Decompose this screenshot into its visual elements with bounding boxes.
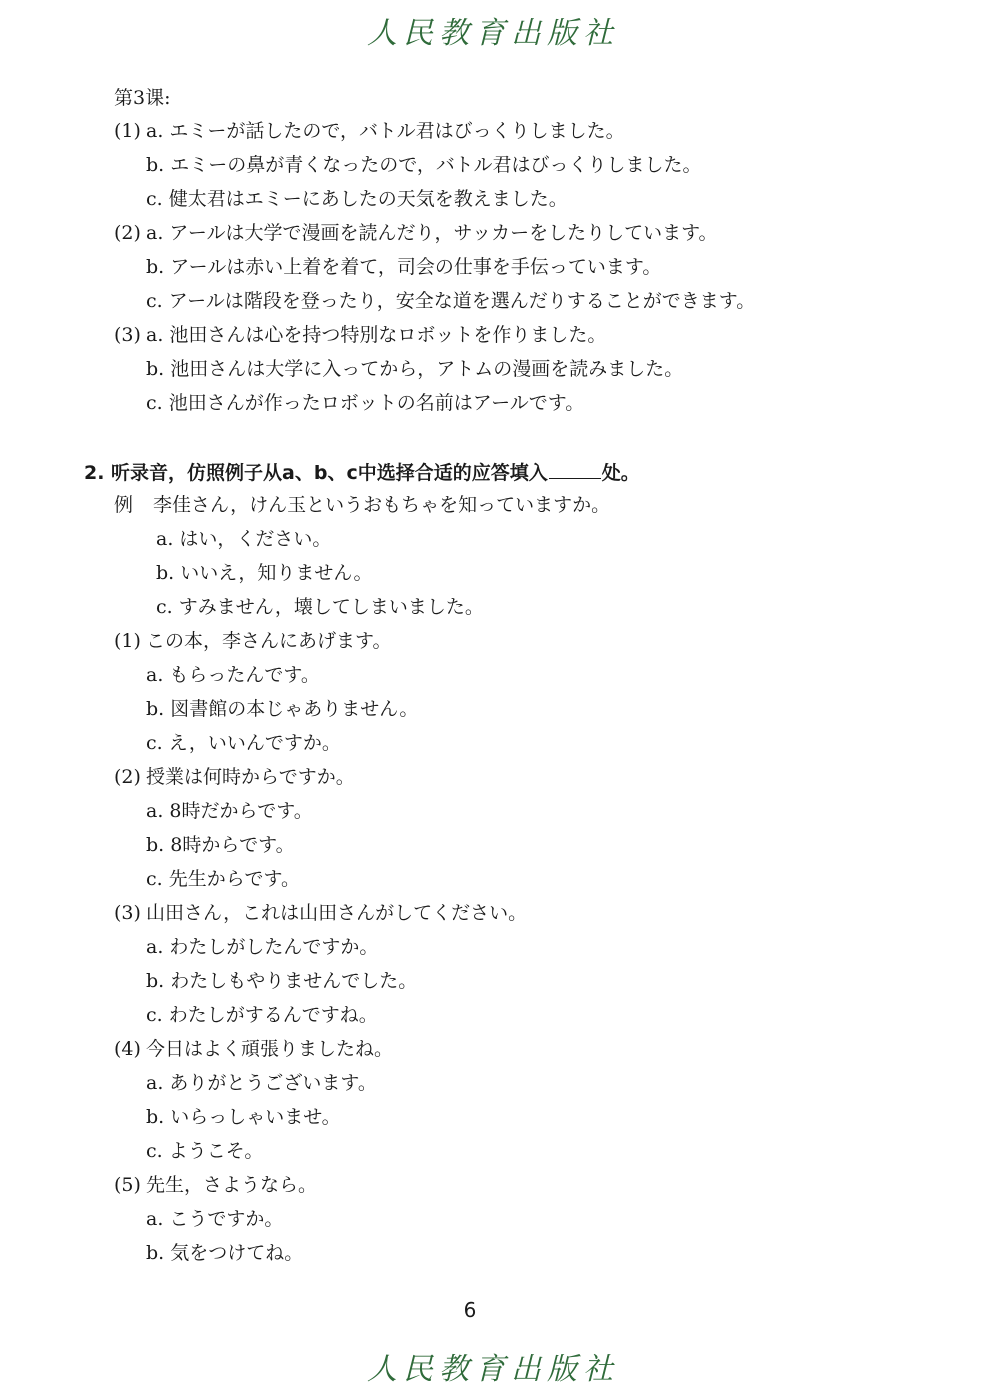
example-option-a: a. はい，ください。	[156, 528, 332, 550]
question-5-num: (5)	[114, 1174, 141, 1196]
lesson-item-2-b: b. アールは赤い上着を着て，司会の仕事を手伝っています。	[146, 256, 662, 278]
example-option-c: c. すみません，壊してしまいました。	[156, 596, 484, 618]
question-3-option-c: c. わたしがするんですね。	[146, 1004, 378, 1026]
question-2-option-b: b. 8時からです。	[146, 834, 295, 856]
section-2-heading-text: 2. 听录音，仿照例子从a、b、c中选择合适的应答填入	[84, 462, 548, 484]
question-4-option-c: c. ようこそ。	[146, 1140, 264, 1162]
question-2-num: (2)	[114, 766, 141, 788]
example-option-b: b. いいえ，知りません。	[156, 562, 373, 584]
example-label: 例	[114, 494, 134, 516]
section-2-heading	[84, 460, 640, 485]
question-5-option-b: b. 気をつけてね。	[146, 1242, 304, 1264]
question-3-option-a: a. わたしがしたんですか。	[146, 936, 379, 958]
question-4-option-a: a. ありがとうございます。	[146, 1072, 377, 1094]
example-prompt: 李佳さん，けん玉というおもちゃを知っていますか。	[153, 494, 611, 516]
question-5-prompt: 先生，さようなら。	[146, 1174, 318, 1196]
question-2-prompt: 授業は何時からですか。	[146, 766, 355, 788]
question-1-prompt: この本，李さんにあげます。	[146, 630, 392, 652]
question-1-option-b: b. 図書館の本じゃありません。	[146, 698, 419, 720]
question-4-prompt: 今日はよく頑張りましたね。	[146, 1038, 394, 1060]
question-4-option-b: b. いらっしゃいませ。	[146, 1106, 341, 1128]
lesson-item-1-b: b. エミーの鼻が青くなったので，バトル君はびっくりしました。	[146, 154, 702, 176]
question-3-option-b: b. わたしもやりませんでした。	[146, 970, 418, 992]
lesson-item-1-a: a. エミーが話したので，バトル君はびっくりしました。	[146, 120, 625, 142]
question-3-num: (3)	[114, 902, 141, 924]
question-2-option-c: c. 先生からです。	[146, 868, 301, 890]
lesson-label: 第3课:	[114, 87, 171, 109]
question-1-option-a: a. もらったんです。	[146, 664, 320, 686]
publisher-logo-top: 人民教育出版社	[367, 16, 619, 51]
lesson-item-2-c: c. アールは階段を登ったり，安全な道を選んだりすることができます。	[146, 290, 756, 312]
lesson-item-3-c: c. 池田さんが作ったロボットの名前はアールです。	[146, 392, 585, 414]
question-1-option-c: c. え，いいんですか。	[146, 732, 341, 754]
lesson-item-2-a: a. アールは大学で漫画を読んだり，サッカーをしたりしています。	[146, 222, 718, 244]
question-2-option-a: a. 8時だからです。	[146, 800, 313, 822]
publisher-logo-bottom: 人民教育出版社	[367, 1352, 619, 1387]
question-4-num: (4)	[114, 1038, 141, 1060]
answer-blank	[549, 460, 601, 479]
section-2-heading-end: 处。	[601, 462, 640, 484]
question-3-prompt: 山田さん，これは山田さんがしてください。	[146, 902, 528, 924]
question-1-num: (1)	[114, 630, 141, 652]
lesson-item-3-a: a. 池田さんは心を持つ特別なロボットを作りました。	[146, 324, 607, 346]
lesson-item-2-num: (2)	[114, 222, 141, 244]
page-number: 6	[463, 1298, 477, 1322]
lesson-item-1-num: (1)	[114, 120, 141, 142]
lesson-item-3-b: b. 池田さんは大学に入ってから，アトムの漫画を読みました。	[146, 358, 684, 380]
question-5-option-a: a. こうですか。	[146, 1208, 284, 1230]
lesson-item-3-num: (3)	[114, 324, 141, 346]
lesson-item-1-c: c. 健太君はエミーにあしたの天気を教えました。	[146, 188, 568, 210]
